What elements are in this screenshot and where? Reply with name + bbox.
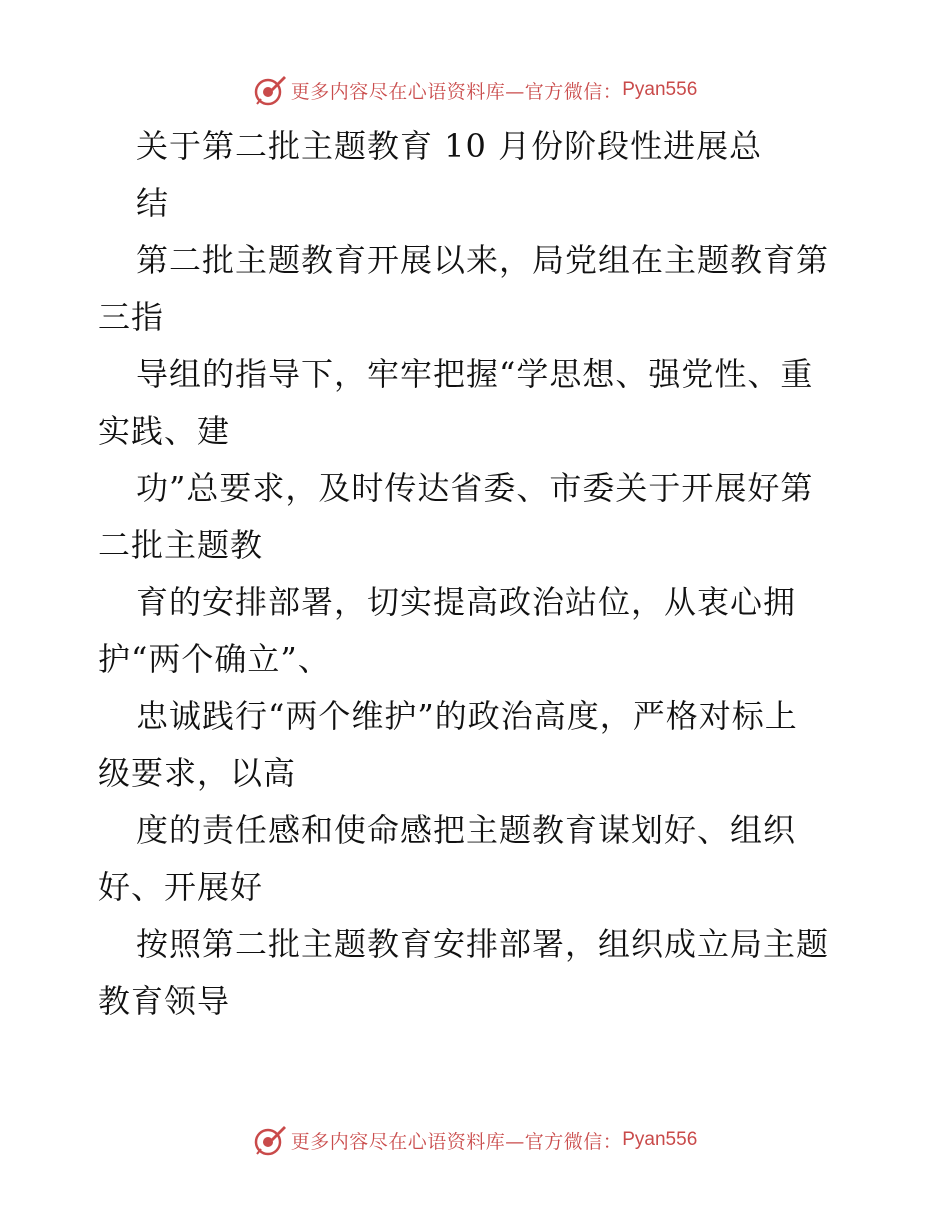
document-line: 级要求，以高 xyxy=(98,754,297,792)
document-line: 关于第二批主题教育 10 月份阶段性进展总 xyxy=(136,127,763,165)
document-line: 功”总要求，及时传达省委、市委关于开展好第 xyxy=(136,469,814,507)
watermark-account: Pyan556 xyxy=(622,79,698,100)
document-line: 实践、建 xyxy=(98,412,231,450)
document-line: 导组的指导下，牢牢把握“学思想、强党性、重 xyxy=(136,355,814,393)
document-line: 忠诚践行“两个维护”的政治高度，严格对标上 xyxy=(136,697,798,735)
quill-pen-logo-icon xyxy=(253,1123,287,1157)
footer-watermark xyxy=(0,1120,950,1160)
document-line: 按照第二批主题教育安排部署，组织成立局主题 xyxy=(136,925,830,963)
document-line: 护“两个确立”、 xyxy=(98,640,331,678)
document-line: 二批主题教 xyxy=(98,526,264,564)
document-body xyxy=(98,118,858,1030)
document-line: 育的安排部署，切实提高政治站位，从衷心拥 xyxy=(136,583,797,621)
document-line: 度的责任感和使命感把主题教育谋划好、组织 xyxy=(136,811,797,849)
document-line: 教育领导 xyxy=(98,982,231,1020)
watermark-text: 更多内容尽在心语资料库—官方微信： xyxy=(290,1130,623,1153)
header-watermark xyxy=(0,70,950,110)
document-line: 好、开展好 xyxy=(98,868,264,906)
quill-pen-logo-icon xyxy=(253,73,287,107)
document-line: 第二批主题教育开展以来，局党组在主题教育第 xyxy=(136,241,830,279)
watermark-account: Pyan556 xyxy=(622,1129,698,1150)
watermark-text: 更多内容尽在心语资料库—官方微信： xyxy=(290,80,623,103)
document-line: 三指 xyxy=(98,298,165,336)
document-line: 结 xyxy=(136,184,170,222)
